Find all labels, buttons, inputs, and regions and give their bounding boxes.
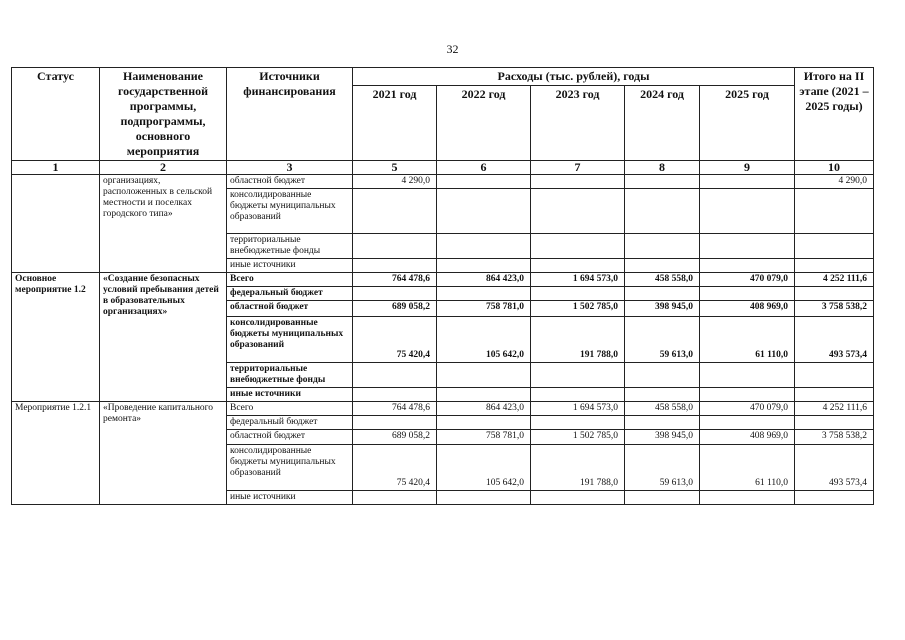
value-cell — [353, 287, 437, 301]
value-cell: 1 694 573,0 — [531, 273, 625, 287]
source-cell: иные источники — [227, 259, 353, 273]
value-cell — [625, 287, 700, 301]
source-cell: областной бюджет — [227, 430, 353, 445]
value-cell: 689 058,2 — [353, 430, 437, 445]
total-cell: 4 290,0 — [795, 175, 874, 189]
source-cell: иные источники — [227, 491, 353, 505]
value-cell — [531, 189, 625, 234]
value-cell: 191 788,0 — [531, 317, 625, 363]
value-cell — [437, 175, 531, 189]
value-cell: 61 110,0 — [700, 445, 795, 491]
source-cell: консолидированные бюджеты муниципальных образований — [227, 317, 353, 363]
value-cell — [700, 363, 795, 388]
value-cell: 75 420,4 — [353, 445, 437, 491]
value-cell: 59 613,0 — [625, 445, 700, 491]
value-cell — [700, 175, 795, 189]
value-cell: 191 788,0 — [531, 445, 625, 491]
value-cell — [353, 388, 437, 402]
status-cell: Основное мероприятие 1.2 — [12, 273, 100, 402]
value-cell: 758 781,0 — [437, 430, 531, 445]
column-number: 3 — [227, 161, 353, 175]
value-cell — [700, 416, 795, 430]
total-cell: 3 758 538,2 — [795, 301, 874, 317]
source-cell: Всего — [227, 402, 353, 416]
value-cell — [700, 491, 795, 505]
value-cell: 105 642,0 — [437, 445, 531, 491]
value-cell — [437, 259, 531, 273]
column-number: 5 — [353, 161, 437, 175]
source-cell: территориальные внебюджетные фонды — [227, 234, 353, 259]
value-cell — [437, 491, 531, 505]
value-cell: 458 558,0 — [625, 402, 700, 416]
value-cell: 864 423,0 — [437, 273, 531, 287]
value-cell: 4 290,0 — [353, 175, 437, 189]
total-cell: 4 252 111,6 — [795, 402, 874, 416]
value-cell — [625, 234, 700, 259]
source-cell: федеральный бюджет — [227, 287, 353, 301]
table-row — [12, 402, 874, 416]
source-cell: территориальные внебюджетные фонды — [227, 363, 353, 388]
value-cell — [700, 287, 795, 301]
value-cell — [625, 416, 700, 430]
value-cell: 1 694 573,0 — [531, 402, 625, 416]
source-cell: Всего — [227, 273, 353, 287]
value-cell: 758 781,0 — [437, 301, 531, 317]
value-cell — [437, 234, 531, 259]
total-cell — [795, 388, 874, 402]
column-number: 10 — [795, 161, 874, 175]
value-cell: 764 478,6 — [353, 273, 437, 287]
column-numbers-row — [12, 161, 874, 175]
total-cell — [795, 416, 874, 430]
header-total: Итого на II этапе (2021 – 2025 годы) — [795, 68, 874, 161]
value-cell: 764 478,6 — [353, 402, 437, 416]
total-cell — [795, 189, 874, 234]
value-cell — [353, 259, 437, 273]
value-cell — [531, 287, 625, 301]
column-number: 1 — [12, 161, 100, 175]
total-cell: 493 573,4 — [795, 445, 874, 491]
status-cell — [12, 175, 100, 273]
source-cell: областной бюджет — [227, 301, 353, 317]
value-cell — [531, 363, 625, 388]
value-cell — [625, 363, 700, 388]
total-cell — [795, 259, 874, 273]
header-year: 2021 год — [353, 86, 437, 161]
header-expenses: Расходы (тыс. рублей), годы — [353, 68, 795, 86]
value-cell — [353, 363, 437, 388]
value-cell — [531, 175, 625, 189]
value-cell: 105 642,0 — [437, 317, 531, 363]
header-sources: Источники финансирования — [227, 68, 353, 161]
value-cell: 398 945,0 — [625, 301, 700, 317]
value-cell: 408 969,0 — [700, 430, 795, 445]
value-cell — [625, 491, 700, 505]
value-cell — [437, 363, 531, 388]
value-cell: 864 423,0 — [437, 402, 531, 416]
total-cell — [795, 287, 874, 301]
value-cell — [353, 416, 437, 430]
source-cell: иные источники — [227, 388, 353, 402]
value-cell — [531, 234, 625, 259]
total-cell: 3 758 538,2 — [795, 430, 874, 445]
total-cell — [795, 491, 874, 505]
header-row — [12, 68, 874, 86]
value-cell: 1 502 785,0 — [531, 430, 625, 445]
value-cell: 75 420,4 — [353, 317, 437, 363]
value-cell — [700, 189, 795, 234]
value-cell — [700, 234, 795, 259]
column-number: 7 — [531, 161, 625, 175]
value-cell: 470 079,0 — [700, 273, 795, 287]
value-cell — [700, 259, 795, 273]
source-cell: федеральный бюджет — [227, 416, 353, 430]
name-cell: «Проведение капитального ремонта» — [100, 402, 227, 505]
name-cell: организациях, расположенных в сельской местности и поселках городского типа» — [100, 175, 227, 273]
value-cell — [353, 189, 437, 234]
header-year: 2023 год — [531, 86, 625, 161]
header-year: 2022 год — [437, 86, 531, 161]
header-name: Наименование государственной программы, подпрограммы, основного мероприятия — [100, 68, 227, 161]
value-cell: 408 969,0 — [700, 301, 795, 317]
value-cell — [625, 259, 700, 273]
value-cell: 470 079,0 — [700, 402, 795, 416]
value-cell — [353, 234, 437, 259]
value-cell — [531, 388, 625, 402]
table-row — [12, 273, 874, 287]
source-cell: консолидированные бюджеты муниципальных образований — [227, 189, 353, 234]
value-cell — [625, 388, 700, 402]
value-cell: 1 502 785,0 — [531, 301, 625, 317]
header-year: 2024 год — [625, 86, 700, 161]
source-cell: консолидированные бюджеты муниципальных образований — [227, 445, 353, 491]
total-cell — [795, 363, 874, 388]
value-cell: 61 110,0 — [700, 317, 795, 363]
value-cell — [700, 388, 795, 402]
column-number: 8 — [625, 161, 700, 175]
value-cell — [531, 416, 625, 430]
value-cell — [625, 189, 700, 234]
value-cell — [437, 189, 531, 234]
value-cell: 689 058,2 — [353, 301, 437, 317]
column-number: 6 — [437, 161, 531, 175]
status-cell: Мероприятие 1.2.1 — [12, 402, 100, 505]
value-cell — [437, 416, 531, 430]
header-year: 2025 год — [700, 86, 795, 161]
total-cell — [795, 234, 874, 259]
table-row — [12, 175, 874, 189]
header-status: Статус — [12, 68, 100, 161]
value-cell — [353, 491, 437, 505]
name-cell: «Создание безопасных условий пребывания детей в образовательных организациях» — [100, 273, 227, 402]
value-cell — [625, 175, 700, 189]
value-cell: 59 613,0 — [625, 317, 700, 363]
value-cell: 458 558,0 — [625, 273, 700, 287]
column-number: 2 — [100, 161, 227, 175]
page-number: 32 — [446, 42, 459, 56]
total-cell: 493 573,4 — [795, 317, 874, 363]
total-cell: 4 252 111,6 — [795, 273, 874, 287]
value-cell — [531, 491, 625, 505]
value-cell — [437, 287, 531, 301]
value-cell: 398 945,0 — [625, 430, 700, 445]
source-cell: областной бюджет — [227, 175, 353, 189]
financing-table — [11, 67, 874, 505]
column-number: 9 — [700, 161, 795, 175]
value-cell — [437, 388, 531, 402]
value-cell — [531, 259, 625, 273]
